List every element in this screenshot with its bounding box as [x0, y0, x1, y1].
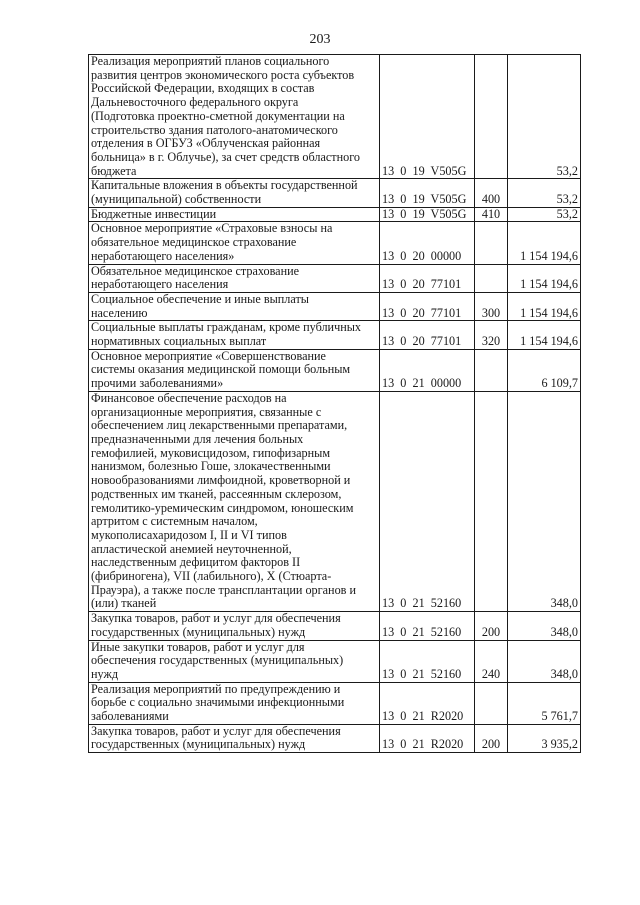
expense-name-line: Основное мероприятие «Совершенствование — [91, 349, 326, 363]
table-row — [89, 292, 581, 320]
expense-name-line: бюджета — [91, 163, 137, 178]
expense-name-line: строительство здания патолого-анатомического — [91, 122, 338, 137]
table-row — [89, 724, 581, 752]
expense-type-cell — [475, 349, 508, 391]
target-article-cell: 13 0 21 52160 — [380, 640, 475, 682]
expense-name-line: нанизмом, болезнью Гоше, злокачественными — [91, 459, 331, 474]
table-row — [89, 612, 581, 640]
table-row — [89, 55, 581, 179]
expense-name-cell — [89, 682, 380, 724]
expense-name-line: Бюджетные инвестиции — [91, 207, 217, 221]
expense-name-line: обязательное медицинское страхование — [91, 235, 297, 250]
expense-name-line: Социальные выплаты гражданам, кроме публичных — [91, 320, 361, 335]
expense-name-line: Капитальные вложения в объекты государственной — [91, 178, 358, 193]
amount-cell: 348,0 — [508, 391, 581, 611]
table-body — [89, 55, 581, 753]
expense-type-cell — [475, 264, 508, 292]
expense-type-cell: 400 — [475, 179, 508, 207]
expense-name-cell — [89, 391, 380, 611]
target-article-cell: 13 0 21 00000 — [380, 349, 475, 391]
expense-name-line: борьбе с социально значимыми инфекционными — [91, 695, 345, 710]
expense-name-line: неработающего населения — [91, 277, 229, 292]
expense-name-line: новообразованиями лимфоидной, кроветворной и — [91, 473, 351, 488]
amount-cell: 3 935,2 — [508, 724, 581, 752]
expense-name-line: прочими заболеваниями» — [91, 376, 224, 391]
expense-name-line: нужд — [91, 666, 119, 681]
expense-name-cell — [89, 55, 380, 179]
expense-name-cell — [89, 207, 380, 222]
expense-name-line: (фибриногена), VII (лабильного), X (Стюарта- — [91, 569, 332, 584]
target-article-cell: 13 0 21 52160 — [380, 391, 475, 611]
amount-cell: 53,2 — [508, 55, 581, 179]
expense-name-line: Дальневосточного федерального округа — [91, 95, 299, 110]
table-row — [89, 222, 581, 264]
expense-name-line: больница» в г. Облучье), за счет средств областного — [91, 149, 360, 164]
amount-cell: 1 154 194,6 — [508, 264, 581, 292]
table-row — [89, 391, 581, 611]
amount-cell: 348,0 — [508, 640, 581, 682]
expense-name-line: гемофилией, муковисцидозом, гипофизарным — [91, 445, 331, 460]
amount-cell: 53,2 — [508, 179, 581, 207]
target-article-cell: 13 0 21 R2020 — [380, 724, 475, 752]
expense-name-cell — [89, 292, 380, 320]
expense-type-cell: 200 — [475, 724, 508, 752]
expense-type-cell: 320 — [475, 321, 508, 349]
expense-name-line: неработающего населения» — [91, 248, 235, 263]
expense-name-line: Реализация мероприятий планов социального — [91, 54, 330, 68]
expense-name-line: Иные закупки товаров, работ и услуг для — [91, 640, 305, 654]
expense-type-cell: 300 — [475, 292, 508, 320]
expense-name-cell — [89, 724, 380, 752]
expense-name-cell — [89, 264, 380, 292]
page-number: 203 — [309, 32, 331, 47]
amount-cell: 53,2 — [508, 207, 581, 222]
expense-name-line: нормативных социальных выплат — [91, 334, 267, 349]
expense-name-line: государственных (муниципальных) нужд — [91, 737, 306, 752]
expense-name-line: Закупка товаров, работ и услуг для обеспечения — [91, 611, 341, 626]
target-article-cell: 13 0 20 77101 — [380, 292, 475, 320]
expense-type-cell — [475, 391, 508, 611]
expense-name-line: Обязательное медицинское страхование — [91, 264, 300, 278]
expense-type-cell — [475, 55, 508, 179]
table-row — [89, 179, 581, 207]
expense-name-line: Закупка товаров, работ и услуг для обеспечения — [91, 724, 341, 738]
expense-name-line: артритом с системным началом, — [91, 514, 258, 529]
target-article-cell: 13 0 21 R2020 — [380, 682, 475, 724]
amount-cell: 6 109,7 — [508, 349, 581, 391]
expense-name-line: наследственным дефицитом факторов II — [91, 555, 301, 570]
expense-name-line: (муниципальной) собственности — [91, 192, 262, 207]
target-article-cell: 13 0 19 V505G — [380, 207, 475, 222]
expense-name-cell — [89, 612, 380, 640]
expense-name-line: (Подготовка проектно-сметной документации на — [91, 108, 345, 123]
expense-type-cell — [475, 682, 508, 724]
expense-name-line: предназначенными для лечения больных — [91, 431, 304, 446]
expense-name-line: обеспечения государственных (муниципальных) — [91, 653, 344, 668]
table-row — [89, 640, 581, 682]
target-article-cell: 13 0 19 V505G — [380, 179, 475, 207]
table-row — [89, 321, 581, 349]
amount-cell: 5 761,7 — [508, 682, 581, 724]
expense-name-line: мукополисахаридозом I, II и VI типов — [91, 527, 287, 542]
expense-type-cell: 240 — [475, 640, 508, 682]
target-article-cell: 13 0 21 52160 — [380, 612, 475, 640]
table-row — [89, 207, 581, 222]
expense-name-line: Социальное обеспечение и иные выплаты — [91, 292, 309, 306]
expense-name-line: организационные мероприятия, связанные с — [91, 404, 322, 419]
table-row — [89, 349, 581, 391]
expense-name-cell — [89, 640, 380, 682]
expense-type-cell: 410 — [475, 207, 508, 222]
expense-name-cell — [89, 349, 380, 391]
expense-name-line: отделения в ОГБУЗ «Облученская районная — [91, 136, 321, 151]
expense-name-line: Российской Федерации, входящих в состав — [91, 81, 315, 96]
expense-name-line: гемолитико-уремическим синдромом, юношеским — [91, 500, 354, 515]
expense-type-cell: 200 — [475, 612, 508, 640]
expense-name-cell — [89, 222, 380, 264]
expense-name-line: развития центров экономического роста субъектов — [91, 67, 355, 82]
expense-name-line: государственных (муниципальных) нужд — [91, 624, 306, 639]
expense-name-cell — [89, 321, 380, 349]
expense-name-line: (или) тканей — [91, 596, 157, 611]
expense-name-line: апластической анемией неуточненной, — [91, 541, 292, 556]
target-article-cell: 13 0 20 77101 — [380, 264, 475, 292]
expense-name-line: населению — [91, 305, 148, 320]
expense-name-line: заболеваниями — [91, 709, 169, 724]
table-row — [89, 682, 581, 724]
expense-name-cell — [89, 179, 380, 207]
expense-name-line: Прауэра), а также после трансплантации органов и — [91, 582, 356, 597]
expense-name-line: Финансовое обеспечение расходов на — [91, 391, 287, 405]
target-article-cell: 13 0 19 V505G — [380, 55, 475, 179]
expense-name-line: обеспечением лиц лекарственными препаратами, — [91, 418, 348, 433]
amount-cell: 348,0 — [508, 612, 581, 640]
amount-cell: 1 154 194,6 — [508, 292, 581, 320]
amount-cell: 1 154 194,6 — [508, 321, 581, 349]
expense-name-line: системы оказания медицинской помощи больным — [91, 362, 351, 377]
target-article-cell: 13 0 20 00000 — [380, 222, 475, 264]
amount-cell: 1 154 194,6 — [508, 222, 581, 264]
expense-type-cell — [475, 222, 508, 264]
expense-name-line: Реализация мероприятий по предупреждению и — [91, 682, 341, 696]
table-row — [89, 264, 581, 292]
budget-table — [88, 54, 581, 753]
target-article-cell: 13 0 20 77101 — [380, 321, 475, 349]
expense-name-line: Основное мероприятие «Страховые взносы на — [91, 221, 333, 236]
expense-name-line: родственных им тканей, рассеянным склерозом, — [91, 486, 342, 501]
